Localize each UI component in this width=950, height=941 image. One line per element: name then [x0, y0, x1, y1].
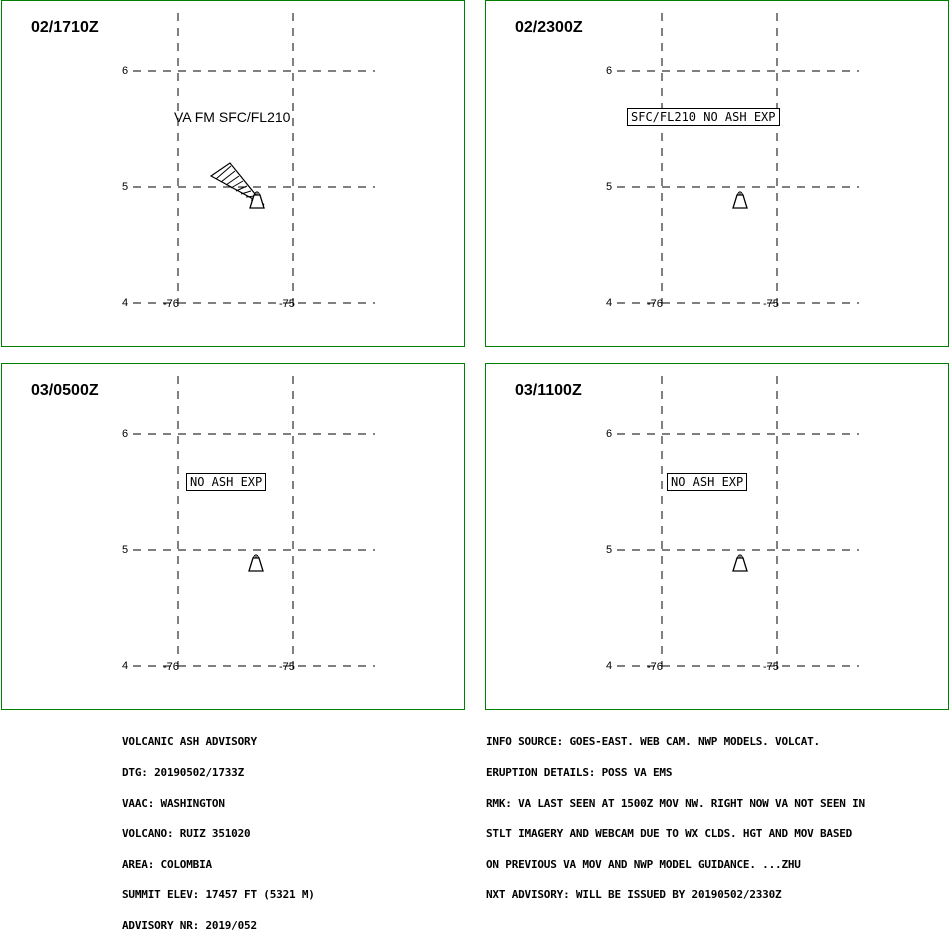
ash-annotation-box: NO ASH EXP — [186, 473, 266, 491]
lon-label-76: -76 — [647, 661, 663, 673]
lat-label-4: 4 — [122, 660, 129, 672]
volcano-icon — [249, 554, 263, 571]
lon-label-75: -75 — [763, 298, 779, 310]
advisory-line: ON PREVIOUS VA MOV AND NWP MODEL GUIDANCE. ...ZHU — [486, 857, 801, 871]
map-grid-4 — [486, 364, 950, 711]
lon-label-75: -75 — [763, 661, 779, 673]
map-panel-4 — [485, 363, 949, 710]
map-panel-3 — [1, 363, 465, 710]
advisory-line: STLT IMAGERY AND WEBCAM DUE TO WX CLDS. HGT AND MOV BASED — [486, 827, 853, 841]
advisory-line: ERUPTION DETAILS: POSS VA EMS — [486, 766, 673, 780]
map-grid-3 — [2, 364, 466, 711]
ash-annotation-box: NO ASH EXP — [667, 473, 747, 491]
lat-label-5: 5 — [606, 544, 613, 556]
advisory-line: AREA: COLOMBIA — [122, 857, 212, 871]
lon-label-76: -76 — [647, 298, 663, 310]
volcano-icon — [733, 554, 747, 571]
lon-label-75: -75 — [279, 298, 295, 310]
volcano-icon — [250, 191, 264, 208]
lat-label-4: 4 — [606, 297, 613, 309]
lat-label-4: 4 — [606, 660, 613, 672]
lat-label-6: 6 — [122, 428, 129, 440]
lat-label-5: 5 — [122, 544, 129, 556]
advisory-line: INFO SOURCE: GOES-EAST. WEB CAM. NWP MODELS. VOLCAT. — [486, 735, 820, 749]
panel-time-label: 02/2300Z — [515, 19, 583, 36]
advisory-line: VOLCANIC ASH ADVISORY — [122, 735, 257, 749]
lat-label-4: 4 — [122, 297, 129, 309]
advisory-line: ADVISORY NR: 2019/052 — [122, 919, 257, 933]
advisory-line: VAAC: WASHINGTON — [122, 796, 225, 810]
volcano-icon — [733, 191, 747, 208]
panel-time-label: 02/1710Z — [31, 19, 99, 36]
ash-annotation: VA FM SFC/FL210 — [174, 109, 291, 125]
advisory-line: NXT ADVISORY: WILL BE ISSUED BY 20190502/2330Z — [486, 888, 782, 902]
advisory-line: DTG: 20190502/1733Z — [122, 766, 245, 780]
map-grid-1 — [2, 1, 466, 348]
lat-label-5: 5 — [122, 181, 129, 193]
panel-time-label: 03/1100Z — [515, 382, 582, 399]
lon-label-76: -76 — [163, 298, 179, 310]
map-panel-1 — [1, 0, 465, 347]
map-panel-2 — [485, 0, 949, 347]
panel-time-label: 03/0500Z — [31, 382, 99, 399]
lat-label-6: 6 — [122, 65, 129, 77]
advisory-line: SUMMIT ELEV: 17457 FT (5321 M) — [122, 888, 315, 902]
lon-label-75: -75 — [279, 661, 295, 673]
lon-label-76: -76 — [163, 661, 179, 673]
advisory-right-block — [486, 717, 865, 911]
lat-label-6: 6 — [606, 428, 613, 440]
advisory-left-block — [122, 717, 315, 941]
advisory-line: RMK: VA LAST SEEN AT 1500Z MOV NW. RIGHT NOW VA NOT SEEN IN — [486, 796, 865, 810]
map-grid-2 — [486, 1, 950, 348]
ash-annotation-box: SFC/FL210 NO ASH EXP — [627, 108, 780, 126]
advisory-line: VOLCANO: RUIZ 351020 — [122, 827, 251, 841]
lat-label-5: 5 — [606, 181, 613, 193]
lat-label-6: 6 — [606, 65, 613, 77]
